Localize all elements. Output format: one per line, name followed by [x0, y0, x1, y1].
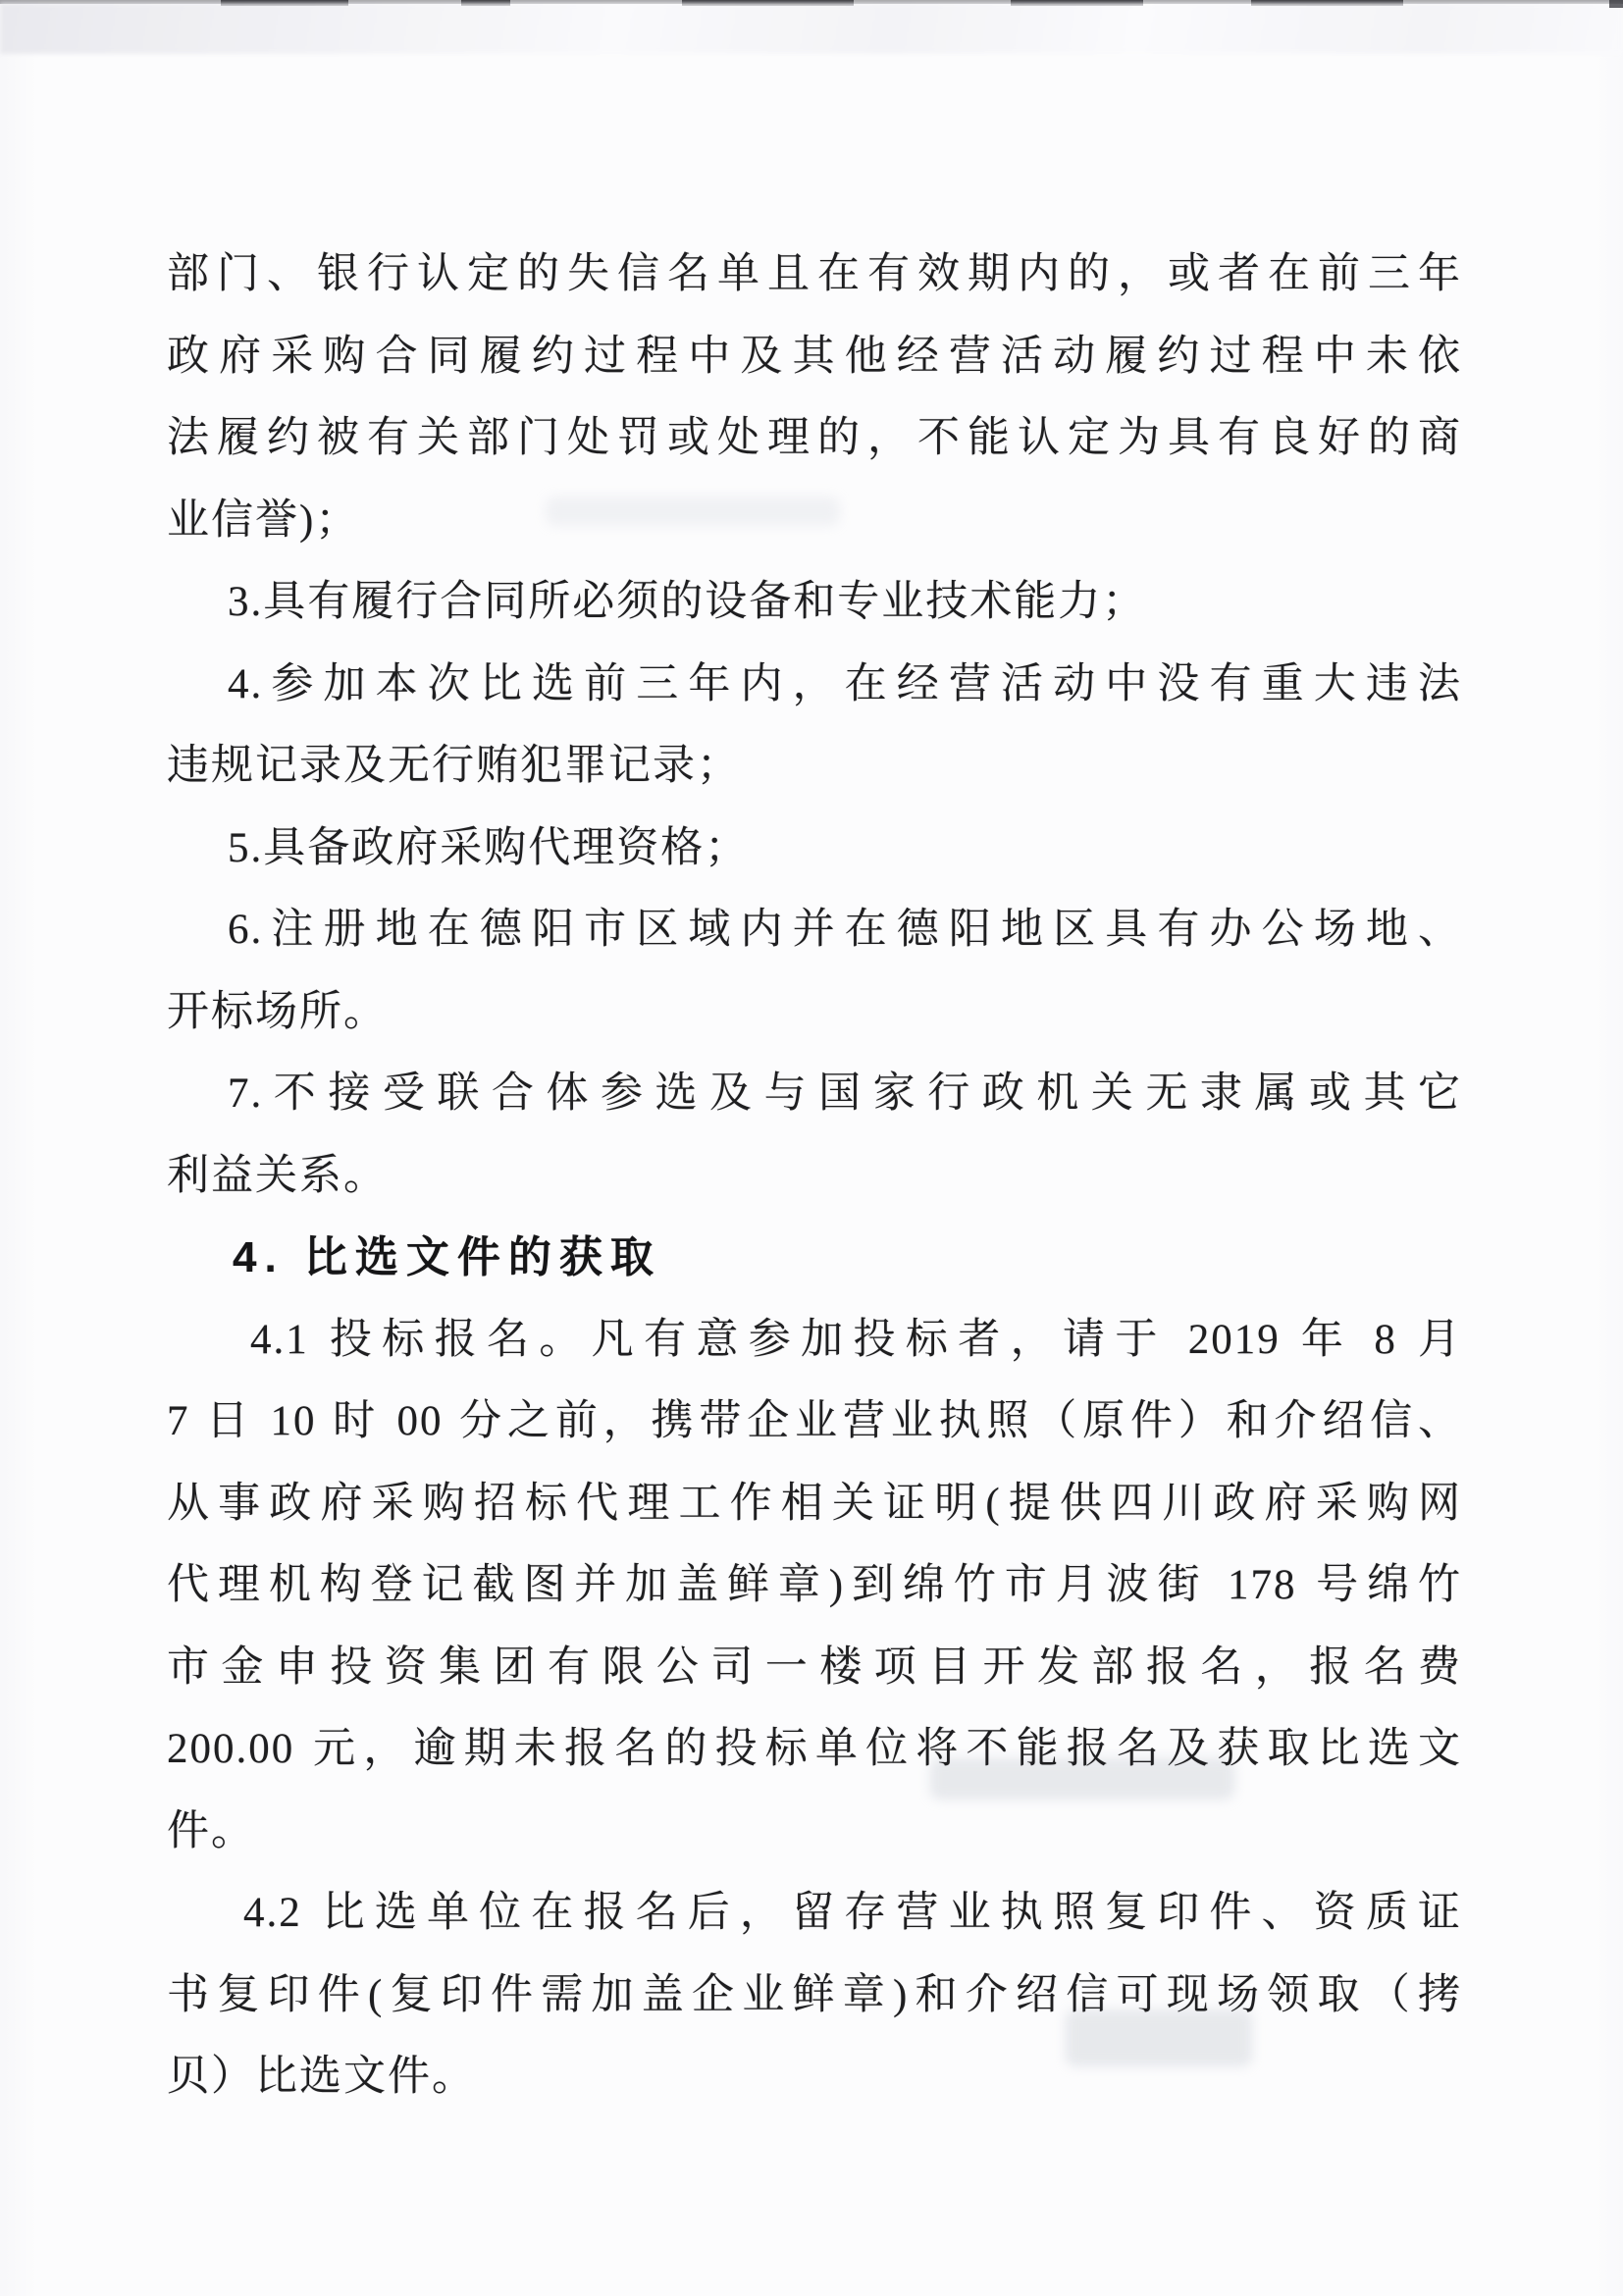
document-body	[167, 234, 1462, 2118]
document-line: 代理机构登记截图并加盖鲜章)到绵竹市月波街 178 号绵竹	[167, 1562, 1462, 1608]
document-line: 业信誉)；	[167, 496, 360, 544]
document-line: 4.1 投标报名。凡有意参加投标者，请于 2019 年 8 月	[250, 1316, 1462, 1363]
document-line: 违规记录及无行贿犯罪记录；	[167, 743, 741, 789]
document-line: 7 日 10 时 00 分之前，携带企业营业执照（原件）和介绍信、	[167, 1398, 1462, 1444]
document-line: 3.具有履行合同所必须的设备和专业技术能力；	[228, 579, 1147, 625]
document-line: 贝）比选文件。	[167, 2054, 476, 2100]
document-line: 4.参加本次比选前三年内，在经营活动中没有重大违法	[228, 660, 1462, 707]
document-line: 5.具备政府采购代理资格；	[228, 824, 750, 871]
document-line: 6.注册地在德阳市区域内并在德阳地区具有办公场地、	[228, 907, 1462, 953]
document-line: 从事政府采购招标代理工作相关证明(提供四川政府采购网	[167, 1480, 1462, 1527]
document-line: 利益关系。	[167, 1152, 388, 1199]
section-heading: 4. 比选文件的获取	[233, 1233, 661, 1281]
document-line: 法履约被有关部门处罚或处理的，不能认定为具有良好的商	[167, 415, 1462, 461]
document-line: 7.不接受联合体参选及与国家行政机关无隶属或其它	[228, 1070, 1462, 1117]
document-line: 书复印件(复印件需加盖企业鲜章)和介绍信可现场领取（拷	[167, 1971, 1462, 2018]
document-line: 200.00 元，逾期未报名的投标单位将不能报名及获取比选文	[167, 1726, 1462, 1772]
scan-corner-artifact	[1609, 0, 1623, 8]
document-line: 市金申投资集团有限公司一楼项目开发部报名，报名费	[167, 1644, 1462, 1691]
document-line: 件。	[167, 1807, 255, 1854]
document-line: 部门、银行认定的失信名单且在有效期内的，或者在前三年	[167, 251, 1462, 297]
document-line: 4.2 比选单位在报名后，留存营业执照复印件、资质证	[243, 1890, 1462, 1936]
document-line: 开标场所。	[167, 988, 388, 1035]
scan-gray-band	[0, 3, 1623, 54]
document-line: 政府采购合同履约过程中及其他经营活动履约过程中未依	[167, 333, 1462, 380]
